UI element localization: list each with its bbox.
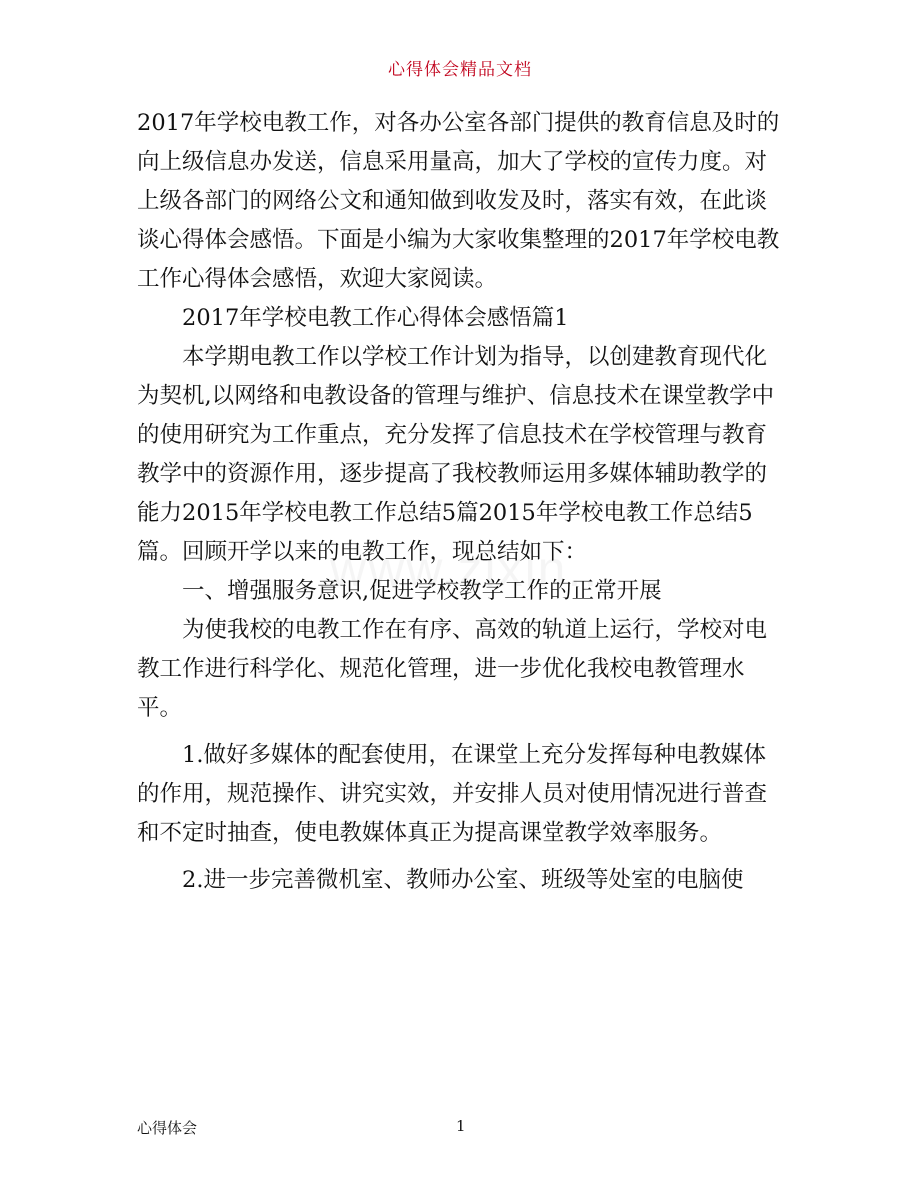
heading-1: 一、增强服务意识,促进学校教学工作的正常开展: [182, 578, 662, 604]
list-item-2: 2.进一步完善微机室、教师办公室、班级等处室的电脑使: [182, 867, 744, 893]
paragraph-1: 本学期电教工作以学校工作计划为指导，以创建教育现代化为契机,以网络和电教设备的管理与维护、信息技术在课堂教学中的使用研究为工作重点，充分发挥了信息技术在学校管理与教育教学中的资源作用，逐步提高了我校教师运用多媒体辅助教学的能力2015年学校电教工作总结5篇2015年学校电教工作总结5篇。回顾开学以来的电教工作，现总结如下：: [137, 344, 775, 565]
section-title: 2017年学校电教工作心得体会感悟篇1: [182, 305, 569, 331]
header-title: 心得体会精品文档: [388, 60, 532, 80]
paragraph-2: 为使我校的电教工作在有序、高效的轨道上运行，学校对电教工作进行科学化、规范化管理，进一步优化我校电教管理水平。: [137, 617, 768, 721]
list-item-1: 1.做好多媒体的配套使用，在课堂上充分发挥每种电教媒体的作用，规范操作、讲究实效，并安排人员对使用情况进行普查和不定时抽查，使电教媒体真正为提高课堂教学效率服务。: [137, 742, 768, 846]
page-number: 1: [456, 1117, 466, 1135]
document-body: [137, 104, 787, 900]
footer-label: 心得体会: [137, 1119, 198, 1137]
intro-paragraph: 2017年学校电教工作，对各办公室各部门提供的教育信息及时的向上级信息办发送，信息采用量高，加大了学校的宣传力度。对上级各部门的网络公文和通知做到收发及时，落实有效，在此谈谈心得体会感悟。下面是小编为大家收集整理的2017年学校电教工作心得体会感悟，欢迎大家阅读。: [137, 110, 780, 292]
